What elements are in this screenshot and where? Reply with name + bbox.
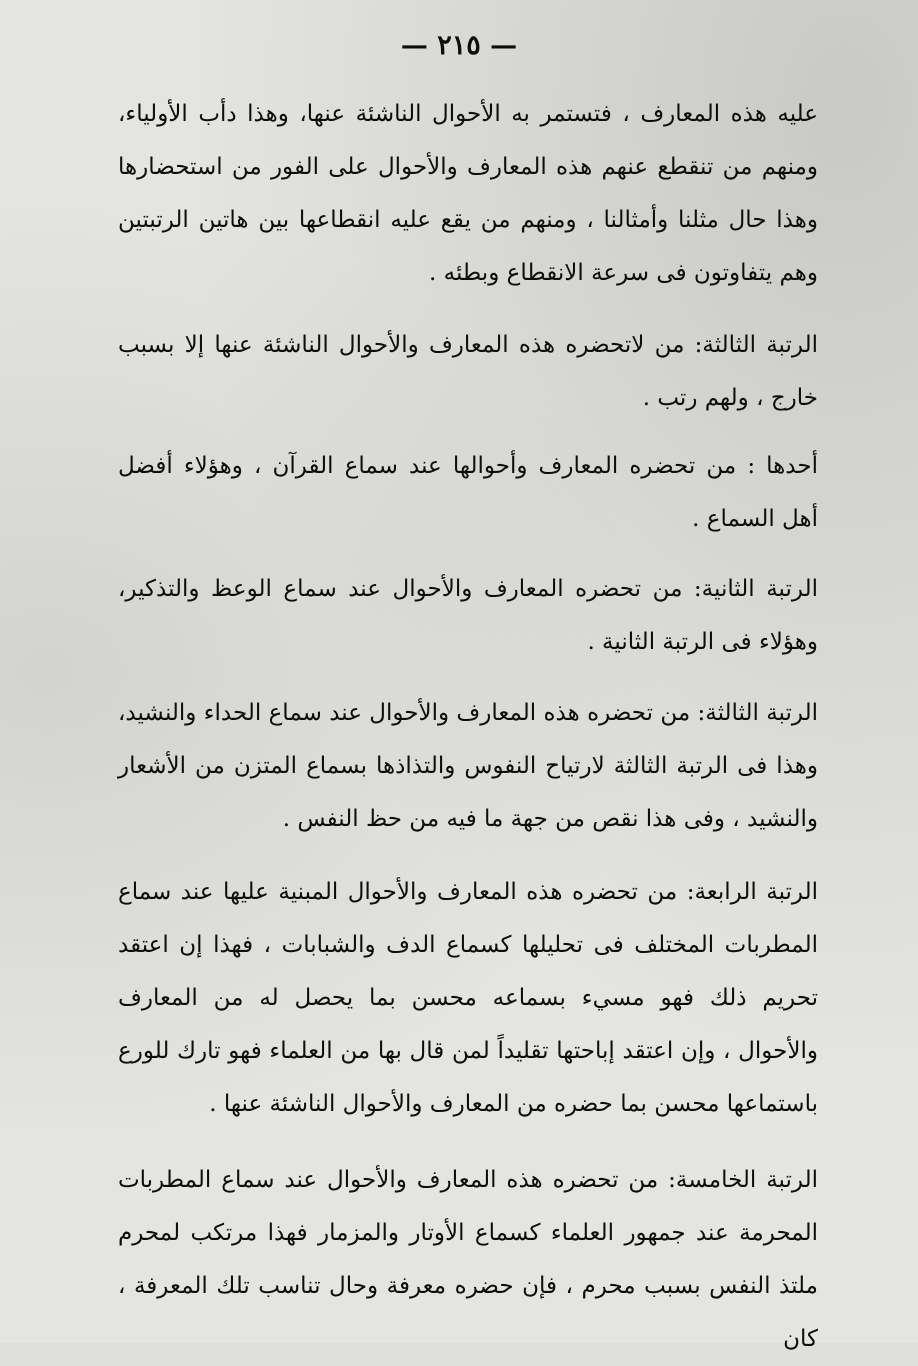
paragraph-7: الرتبة الخامسة: من تحضره هذه المعارف والأحوال عند سماع المطربات المحرمة عند جمهور العلماء كسماع الأوتار والمزمار فهذا مرتكب لمحرم ملتذ النفس بسبب محرم ، فإن حضره معرفة وحال تناسب تلك المعرفة ، كان [118,1167,818,1352]
paragraph-6: الرتبة الرابعة: من تحضره هذه المعارف والأحوال المبنية عليها عند سماع المطربات المختلف فى تحليلها كسماع الدف والشبابات ، فهذا إن اعتقد تحريم ذلك فهو مسيء بسماعه محسن بما يحصل له من المعارف والأحوال ، وإن اعتقد إباحتها تقليداً لمن قال بها من العلماء فهو تارك للورع باستماعها محسن بما حضره من المعارف والأحوال الناشئة عنها . [118,879,818,1117]
page-number: — ٢١٥ — [400,30,518,61]
paragraph-2: الرتبة الثالثة: من لاتحضره هذه المعارف والأحوال الناشئة عنها إلا بسبب خارج ، ولهم رتب . [118,332,818,411]
paragraph-5: الرتبة الثالثة: من تحضره هذه المعارف والأحوال عند سماع الحداء والنشيد، وهذا فى الرتبة الثالثة لارتياح النفوس والتذاذها بسماع المتزن من الأشعار والنشيد ، وفى هذا نقص من جهة ما فيه من حظ النفس . [118,700,818,832]
paragraph-1: عليه هذه المعارف ، فتستمر به الأحوال الناشئة عنها، وهذا دأب الأولياء، ومنهم من تنقطع عنهم هذه المعارف والأحوال على الفور من استحضارها وهذا حال مثلنا وأمثالنا ، ومنهم من يقع عليه انقطاعها بين هاتين الرتبتين وهم يتفاوتون فى سرعة الانقطاع وبطئه . [118,101,818,286]
paragraph-4: الرتبة الثانية: من تحضره المعارف والأحوال عند سماع الوعظ والتذكير، وهؤلاء فى الرتبة الثانية . [118,576,818,655]
paragraph-3: أحدها : من تحضره المعارف وأحوالها عند سماع القرآن ، وهؤلاء أفضل أهل السماع . [118,453,818,532]
body-text [118,88,818,1366]
